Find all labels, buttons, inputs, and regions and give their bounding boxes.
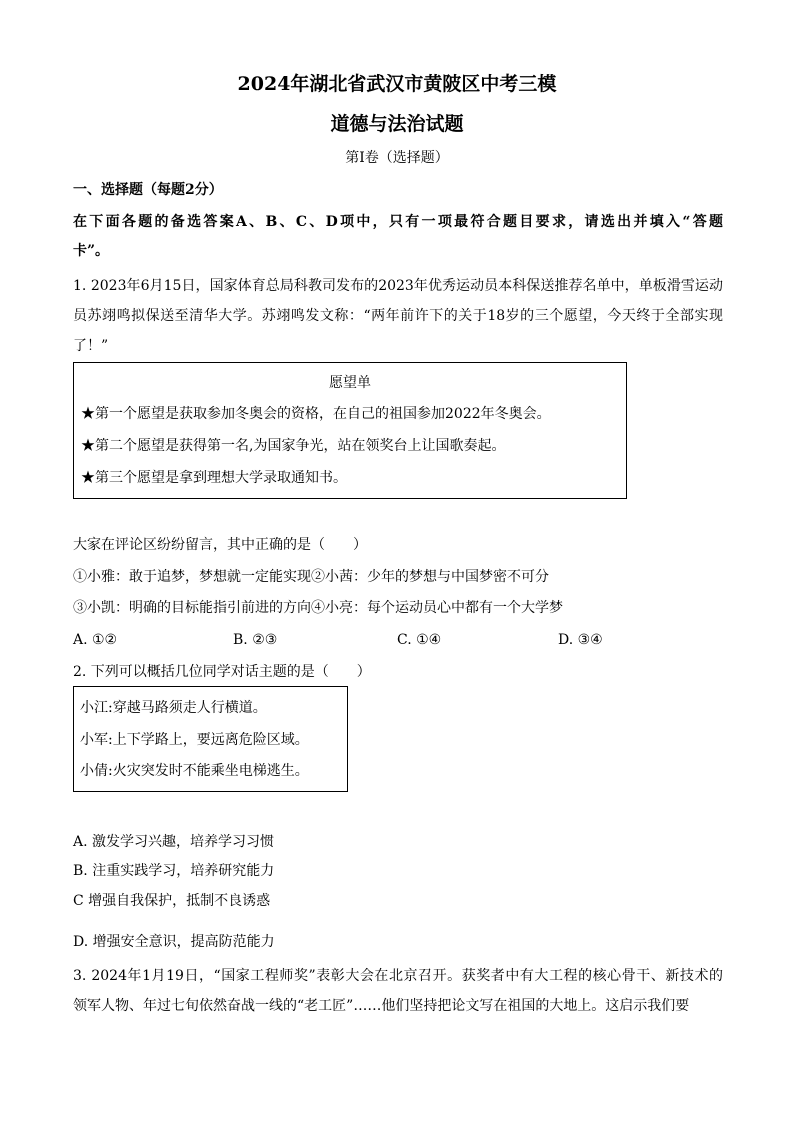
q1-stem-line: 了！” (73, 338, 109, 354)
q1-option-c[interactable]: C. ①④ (397, 632, 442, 648)
subject-title: 道德与法治试题 (330, 113, 464, 135)
q1-statement: ③小凯：明确的目标能指引前进的方向④小亮：每个运动员心中都有一个大学梦 (73, 600, 563, 616)
dialogue-line: 小倩:火灾突发时不能乘坐电梯逃生。 (80, 763, 309, 779)
q1-stem-line: 员苏翊鸣拟保送至清华大学。苏翊鸣发文称：“两年前许下的关于18岁的三个愿望，今天终于全部实现 (73, 308, 723, 324)
q1-option-d[interactable]: D. ③④ (558, 632, 603, 648)
volume-heading: 第I卷（选择题） (345, 150, 449, 166)
q3-stem-line: 3. 2024年1月19日，“国家工程师奖”表彰大会在北京召开。获奖者中有大工程的核心骨干、新技术的 (73, 968, 723, 984)
q3-stem-line: 领军人物、年过七旬依然奋战一线的“老工匠”……他们坚持把论文写在祖国的大地上。这启示我们要 (73, 998, 690, 1014)
q1-stem-line: 1. 2023年6月15日，国家体育总局科教司发布的2023年优秀运动员本科保送推荐名单中，单板滑雪运动 (73, 278, 723, 294)
q1-option-b[interactable]: B. ②③ (233, 632, 278, 648)
section-heading: 一、选择题（每题2分） (73, 182, 223, 198)
wish-list-title: 愿望单 (329, 375, 371, 391)
q2-option-d[interactable]: D. 增强安全意识，提高防范能力 (73, 934, 275, 950)
wish-item: ★第一个愿望是获取参加冬奥会的资格，在自己的祖国参加2022年冬奥会。 (81, 406, 551, 422)
q2-stem: 2. 下列可以概括几位同学对话主题的是（ ） (73, 664, 371, 680)
q2-option-b[interactable]: B. 注重实践学习，培养研究能力 (73, 863, 275, 879)
q1-question: 大家在评论区纷纷留言，其中正确的是（ ） (73, 537, 367, 553)
wish-item: ★第三个愿望是拿到理想大学录取通知书。 (81, 470, 347, 486)
instruction-line: 卡”。 (73, 243, 110, 259)
page-title: 2024年湖北省武汉市黄陂区中考三模 (237, 73, 557, 95)
q2-option-a[interactable]: A. 激发学习兴趣，培养学习习惯 (73, 834, 275, 850)
instruction-line: 在下面各题的备选答案A、B、C、D项中，只有一项最符合题目要求，请选出并填入“答题 (73, 214, 723, 230)
q2-option-c[interactable]: C 增强自我保护，抵制不良诱惑 (73, 893, 271, 909)
dialogue-line: 小江:穿越马路须走人行横道。 (80, 700, 267, 716)
dialogue-line: 小军:上下学路上，要远离危险区域。 (80, 732, 309, 748)
q1-option-a[interactable]: A. ①② (73, 632, 118, 648)
q1-statement: ①小雅：敢于追梦，梦想就一定能实现②小茜：少年的梦想与中国梦密不可分 (73, 569, 549, 585)
wish-item: ★第二个愿望是获得第一名,为国家争光，站在领奖台上让国歌奏起。 (81, 438, 506, 454)
